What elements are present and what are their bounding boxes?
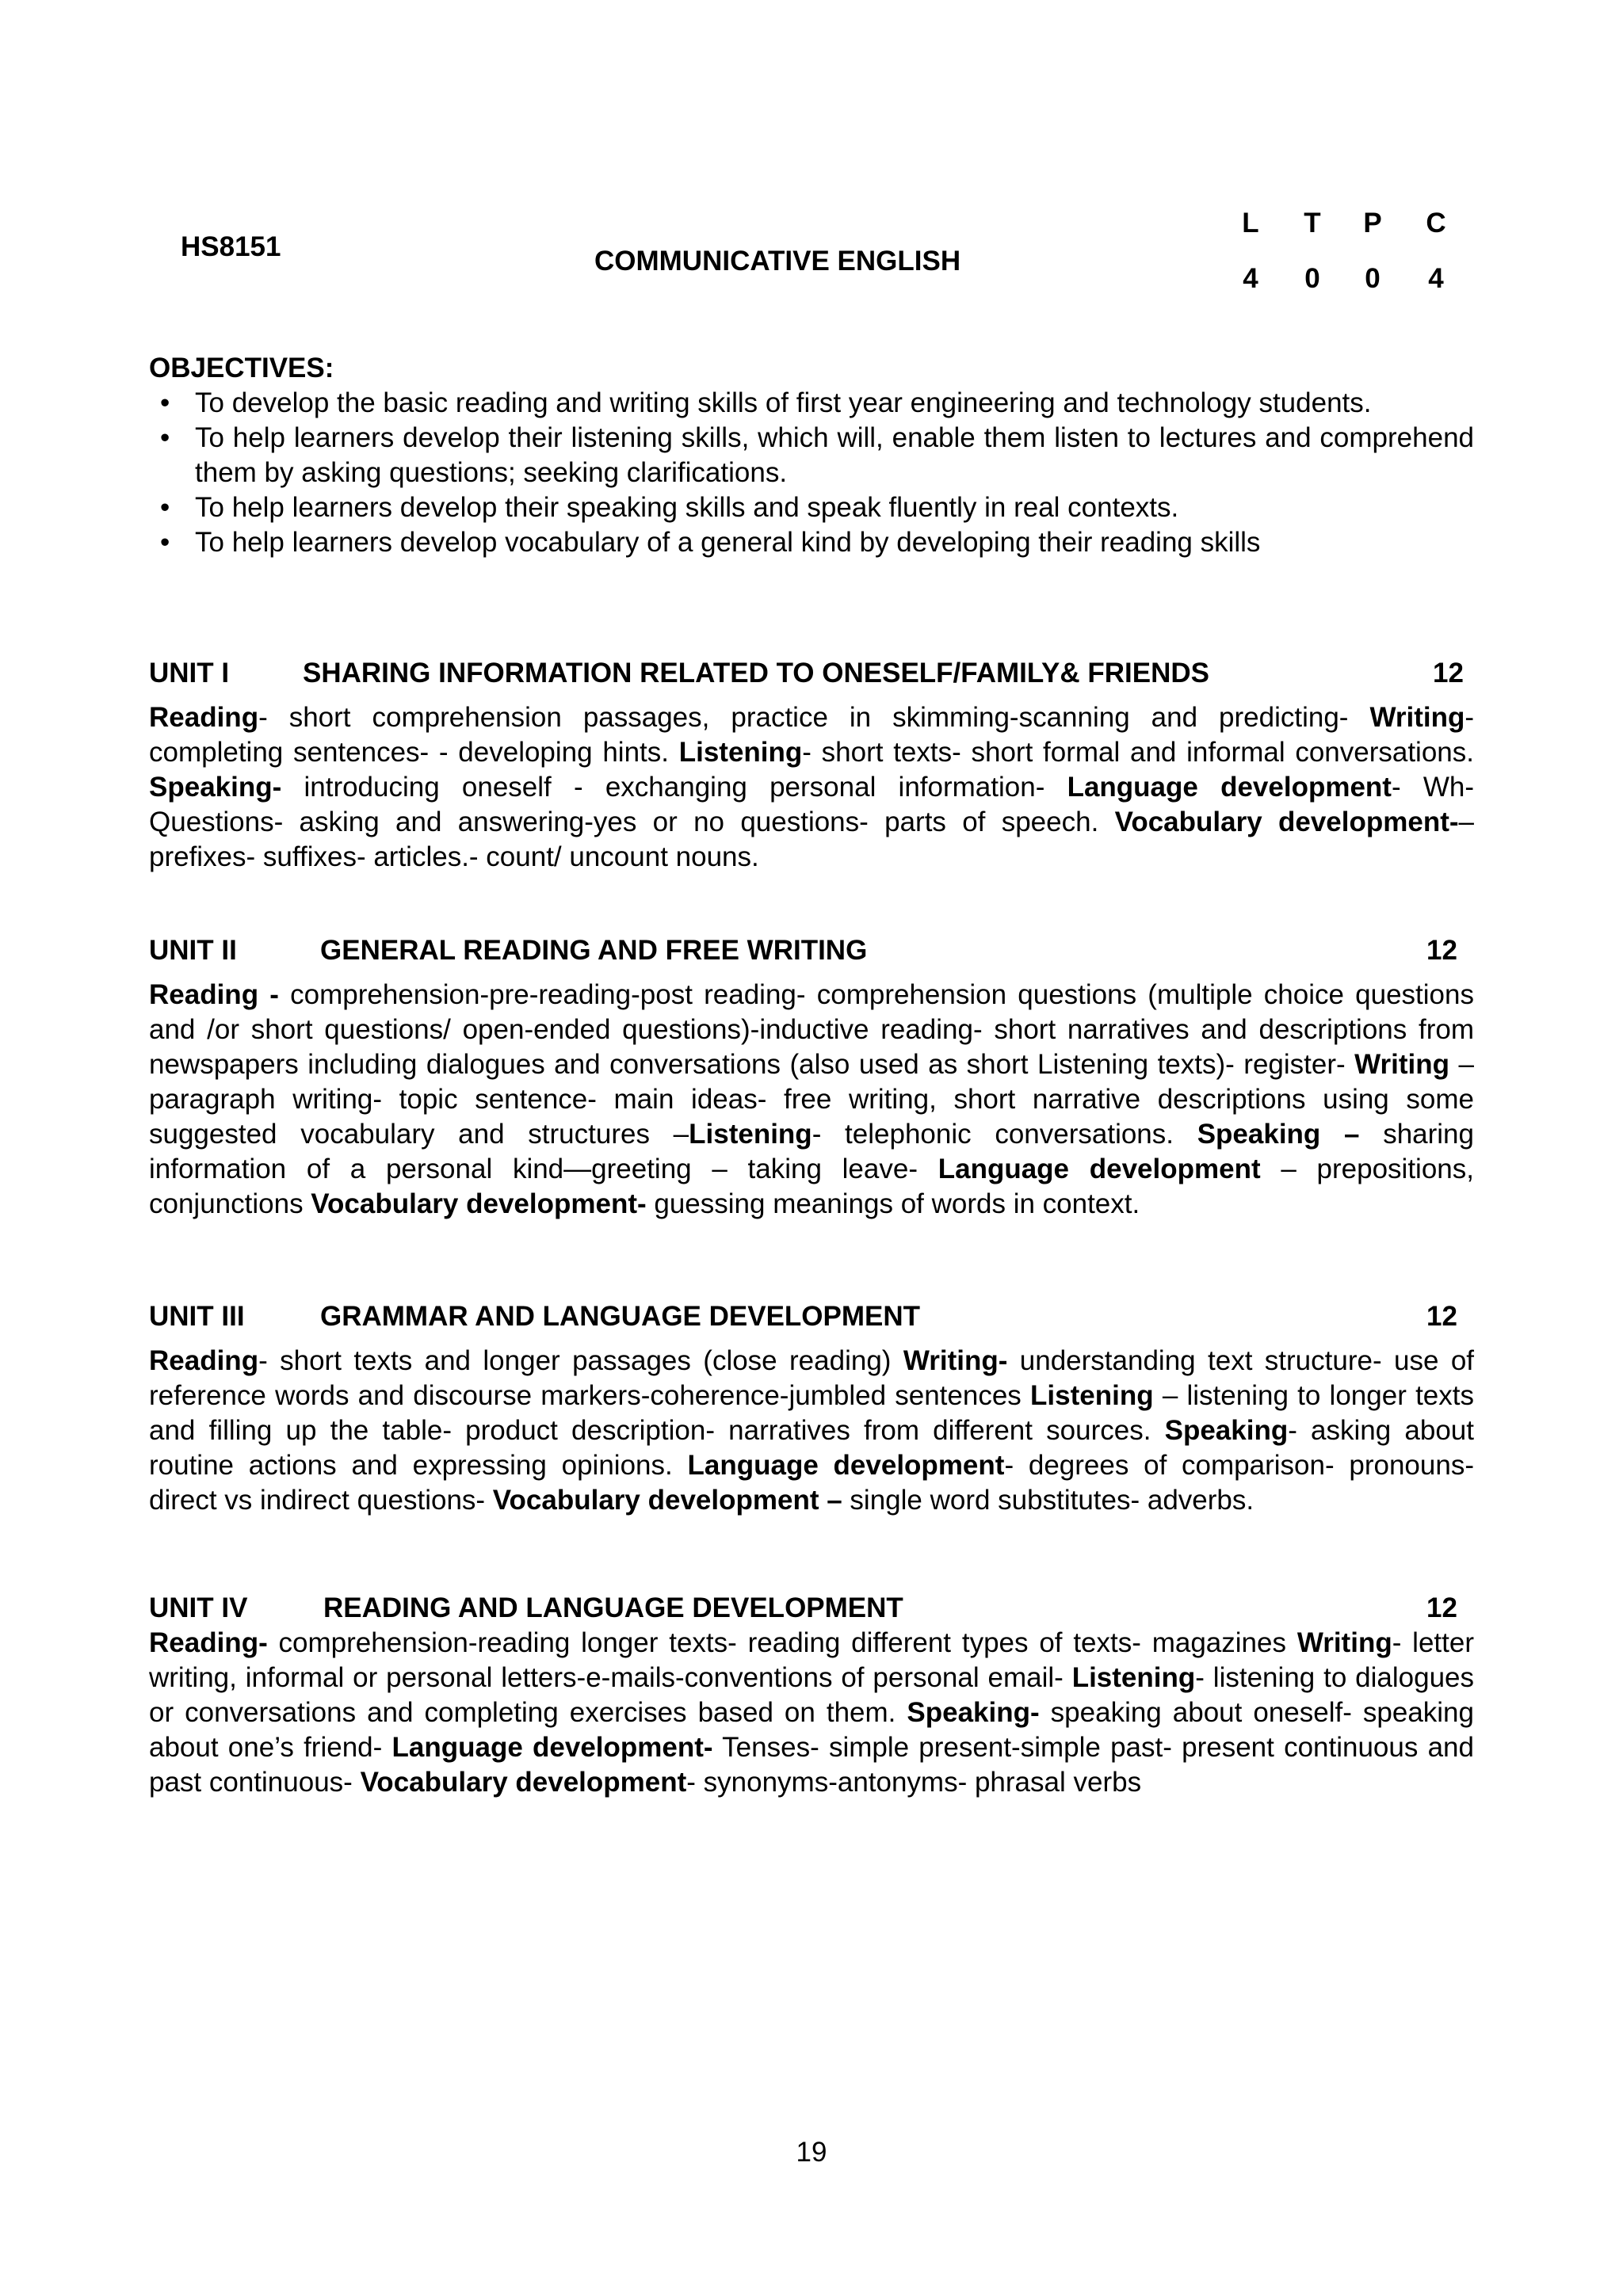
topic-label: Language development- bbox=[391, 1732, 713, 1763]
unit-content bbox=[149, 978, 1474, 1222]
topic-text: introducing oneself - exchanging personal information- bbox=[281, 772, 1067, 803]
ltpc-label-p: P bbox=[1363, 208, 1382, 238]
unit-heading bbox=[149, 933, 1474, 968]
topic-label: Vocabulary development – bbox=[492, 1485, 842, 1516]
topic-label: Vocabulary development bbox=[360, 1767, 687, 1798]
ltpc-value-t: 0 bbox=[1304, 263, 1320, 294]
topic-label: Speaking – bbox=[1197, 1119, 1360, 1150]
objective-text: To help learners develop their speaking skills and speak fluently in real contexts. bbox=[195, 492, 1179, 523]
ltpc-table bbox=[1227, 208, 1465, 303]
unit-hours: 12 bbox=[1426, 1301, 1457, 1332]
unit-title: READING AND LANGUAGE DEVELOPMENT bbox=[323, 1592, 903, 1623]
topic-text: - degrees of comparison- pronouns- direct vs indirect questions- bbox=[149, 1450, 1474, 1516]
topic-text: - short texts- short formal and informal conversations. bbox=[802, 737, 1474, 768]
topic-text: – paragraph writing- topic sentence- main ideas- free writing, short narrative descriptions using some suggested vocabulary and structures – bbox=[149, 1049, 1474, 1150]
topic-text: understanding text structure- use of reference words and discourse markers-coherence-jumbled sentences bbox=[149, 1345, 1475, 1411]
bullet-icon: • bbox=[160, 527, 170, 558]
objective-item bbox=[149, 525, 1474, 560]
topic-label: Reading bbox=[149, 1345, 259, 1376]
topic-label: Writing bbox=[1369, 702, 1465, 733]
topic-label: Vocabulary development- bbox=[1114, 807, 1459, 837]
topic-text: - synonyms-antonyms- phrasal verbs bbox=[686, 1767, 1142, 1798]
ltpc-value-l: 4 bbox=[1243, 263, 1258, 294]
unit-title: GENERAL READING AND FREE WRITING bbox=[320, 935, 868, 966]
topic-label: Writing bbox=[1354, 1049, 1450, 1080]
unit-content bbox=[149, 1344, 1474, 1518]
unit-hours: 12 bbox=[1426, 935, 1457, 966]
course-title: COMMUNICATIVE ENGLISH bbox=[594, 246, 961, 277]
ltpc-label-c: C bbox=[1426, 208, 1446, 238]
unit-heading bbox=[149, 656, 1474, 691]
objective-item bbox=[149, 421, 1474, 490]
topic-label: Speaking bbox=[1164, 1415, 1289, 1446]
ltpc-label-t: T bbox=[1304, 208, 1321, 238]
topic-label: Reading- bbox=[149, 1627, 268, 1658]
topic-label: Listening bbox=[689, 1119, 812, 1150]
ltpc-value-p: 0 bbox=[1365, 263, 1381, 294]
topic-label: Speaking- bbox=[907, 1697, 1040, 1728]
unit-1-section bbox=[149, 656, 1474, 875]
unit-title: SHARING INFORMATION RELATED TO ONESELF/FAMILY& FRIENDS bbox=[303, 658, 1210, 688]
topic-text: - listening to dialogues or conversations and completing exercises based on them. bbox=[149, 1662, 1474, 1728]
unit-3-section bbox=[149, 1299, 1474, 1518]
topic-label: Writing bbox=[1296, 1627, 1392, 1658]
bullet-icon: • bbox=[160, 387, 170, 418]
topic-label: Language development bbox=[938, 1154, 1261, 1184]
topic-text: guessing meanings of words in context. bbox=[646, 1188, 1140, 1219]
topic-label: Speaking- bbox=[149, 772, 282, 803]
objective-item bbox=[149, 386, 1474, 421]
topic-text: - telephonic conversations. bbox=[812, 1119, 1197, 1150]
topic-label: Language development bbox=[687, 1450, 1005, 1481]
topic-text: - letter writing, informal or personal letters-e-mails-conventions of personal email- bbox=[149, 1627, 1474, 1693]
unit-content bbox=[149, 700, 1474, 875]
unit-heading bbox=[149, 1299, 1474, 1334]
unit-hours: 12 bbox=[1433, 658, 1464, 688]
course-code: HS8151 bbox=[181, 231, 281, 262]
unit-number: UNIT IV bbox=[149, 1592, 248, 1623]
topic-label: Writing- bbox=[903, 1345, 1008, 1376]
topic-label: Reading bbox=[149, 702, 259, 733]
topic-label: Language development bbox=[1067, 772, 1392, 803]
topic-text: speaking about oneself- speaking about one’s friend- bbox=[149, 1697, 1474, 1763]
page-number: 19 bbox=[796, 2137, 827, 2168]
topic-text: - Wh- Questions- asking and answering-yes or no questions- parts of speech. bbox=[149, 772, 1474, 837]
topic-label: Listening bbox=[1071, 1662, 1196, 1693]
topic-label: Listening bbox=[678, 737, 803, 768]
topic-text: – prefixes- suffixes- articles.- count/ uncount nouns. bbox=[149, 807, 1474, 872]
topic-text: comprehension-reading longer texts- reading different types of texts- magazines bbox=[267, 1627, 1297, 1658]
unit-number: UNIT II bbox=[149, 935, 237, 966]
topic-text: – prepositions, conjunctions bbox=[149, 1154, 1474, 1219]
bullet-icon: • bbox=[160, 422, 170, 453]
unit-hours: 12 bbox=[1426, 1592, 1457, 1623]
topic-text: single word substitutes- adverbs. bbox=[842, 1485, 1254, 1516]
unit-4-section bbox=[149, 1591, 1474, 1800]
unit-number: UNIT I bbox=[149, 658, 230, 688]
topic-text: - short texts and longer passages (close reading) bbox=[258, 1345, 903, 1376]
objective-text: To help learners develop their listening skills, which will, enable them listen to lectures and comprehend them by asking questions; seeking clarifications. bbox=[195, 422, 1474, 488]
topic-text: - asking about routine actions and expressing opinions. bbox=[149, 1415, 1474, 1481]
bullet-icon: • bbox=[160, 492, 170, 523]
objectives-section bbox=[149, 351, 1474, 560]
topic-text: comprehension-pre-reading-post reading- comprehension questions (multiple choice questions and /or short questions/ open-ended questions)-inductive reading- short narratives and descriptions from newspapers including dialogues and conversations (also used as short Listening texts)- register- bbox=[149, 979, 1474, 1080]
topic-text: - completing sentences- - developing hints. bbox=[149, 702, 1474, 768]
unit-heading bbox=[149, 1591, 1474, 1626]
objectives-heading: OBJECTIVES: bbox=[149, 353, 334, 383]
unit-content bbox=[149, 1626, 1474, 1800]
objective-item bbox=[149, 490, 1474, 525]
ltpc-value-c: 4 bbox=[1428, 263, 1444, 294]
objective-text: To help learners develop vocabulary of a general kind by developing their reading skills bbox=[195, 527, 1261, 558]
unit-number: UNIT III bbox=[149, 1301, 245, 1332]
topic-label: Vocabulary development- bbox=[311, 1188, 647, 1219]
topic-text: Tenses- simple present-simple past- present continuous and past continuous- bbox=[149, 1732, 1474, 1798]
objective-text: To develop the basic reading and writing skills of first year engineering and technology students. bbox=[195, 387, 1372, 418]
objectives-list bbox=[149, 386, 1474, 560]
topic-text: sharing information of a personal kind—greeting – taking leave- bbox=[149, 1119, 1474, 1184]
topic-label: Reading - bbox=[149, 979, 279, 1010]
topic-label: Listening bbox=[1030, 1380, 1154, 1411]
unit-title: GRAMMAR AND LANGUAGE DEVELOPMENT bbox=[320, 1301, 921, 1332]
ltpc-label-l: L bbox=[1242, 208, 1259, 238]
topic-text: - short comprehension passages, practice in skimming-scanning and predicting- bbox=[258, 702, 1370, 733]
topic-text: – listening to longer texts and filling up the table- product description- narratives from different sources. bbox=[149, 1380, 1474, 1446]
unit-2-section bbox=[149, 933, 1474, 1222]
